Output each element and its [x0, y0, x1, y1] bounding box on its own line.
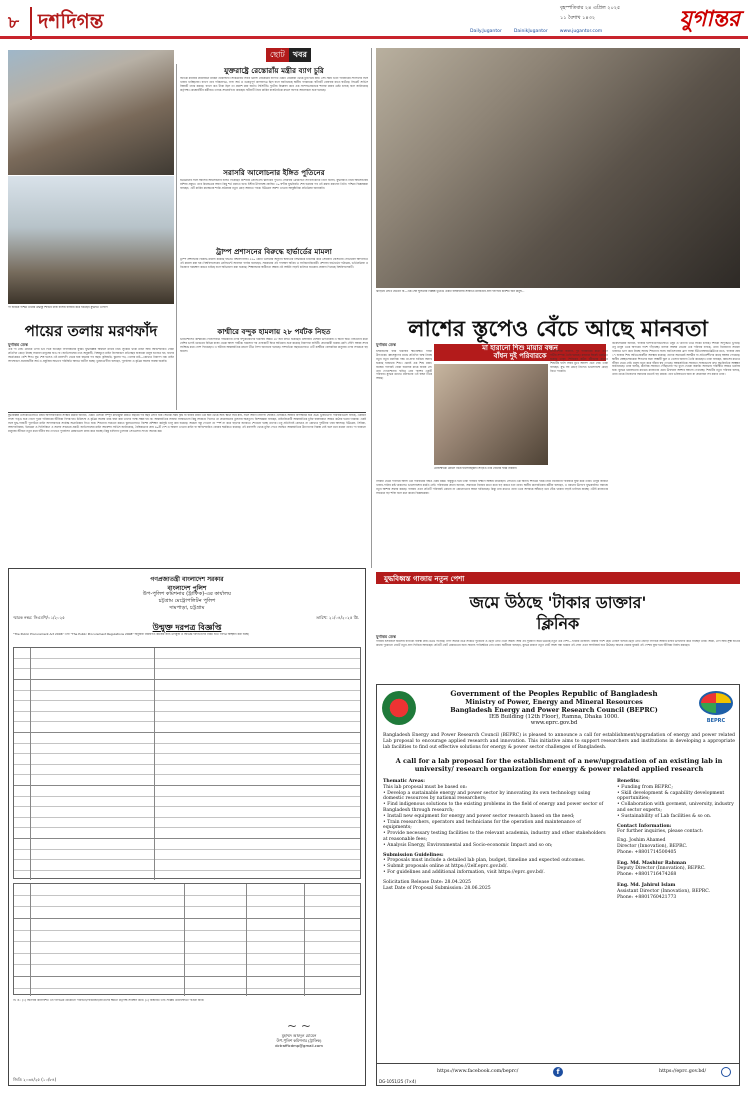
benefit-item: • Skill development & capability development opportunities; [617, 790, 725, 802]
gaza-photo-caption: ঝাড়িয়ে লেখে যেতেন না—এক সেন ঘুদ্দিনের বিধ্বস্ত ভূখণ্ডে একটি ইসরাইলির সংঘাতে মানবতার প্রাণ ফাঁপিয়ে চারশত জন মানুষ... [376, 290, 525, 293]
story-body-bag-theft: ব্যাংকে কাজের প্রয়োজনে মার্কিন হোমল্যান্ড সিকিউরিটি সচিব ক্রিস্টি নোয়েমের ব্যাগটি একটি রেস্তোরাঁ থেকে চুরি হয়ে যায়। সেই সময় তিনি পরিবারের সদস্যদের সঙ্গে খাবার খাচ্ছিলেন। ব্যাগে তার পরিচয়পত্র, নগদ অর্থ ও গুরুত্বপূর্ণ কাগজপত্র ছিল বলে জানিয়েছে স্থানীয় গণমাধ্যম। ঘটনাটি রোববার রাতে ঘটেছে। সিক্রেট সার্ভিস বিষয়টি তদন্ত করছে। ব্যাগে কত টাকা ছিল তা প্রকাশ করা হয়নি। সিসিটিভি ফুটেজ বিশ্লেষণ করে এক সন্দেহভাজনকে শনাক্ত করার চেষ্টা চলছে বলে জানিয়েছে কর্তৃপক্ষ। রেস্তোরাঁটির কর্মীরাও তদন্তে সহযোগিতা করছেন। ঘটনাটি নিয়ে মার্কিন রাজনৈতিক মহলে ব্যাপক আলোচনা শুরু হয়েছে। [180, 77, 368, 92]
thematic-text: Find indigenous solutions to the existing problems in the field of energy and power sector of Bangladesh through research; [383, 802, 604, 813]
signatory-email[interactable]: dctrafficdmp@gmail.com [275, 1043, 323, 1048]
thematic-title: Thematic Areas: [383, 779, 425, 784]
story-body-kashmir: ভারতশাসিত কাশ্মীরের পেহেলগামে পর্যটকদের ওপর বন্দুকধারীদের হামলায় অন্তত ২৮ জন নিহত হয়েছেন। মঙ্গলবার বৈসরন উপত্যকায় এ ঘটনা ঘটে। নিহতদের মধ্যে বেশির ভাগই ভারতের বিভিন্ন রাজ্য থেকে আসা পর্যটক। হামলার পর এলাকাটি ঘিরে অভিযান শুরু করেছে নিরাপত্তা বাহিনী। প্রধানমন্ত্রী নরেন্দ্র মোদি সৌদি আরব সফর সংক্ষিপ্ত করে দেশে ফিরেছেন। এ ঘটনায় আন্তর্জাতিক মহলে তীব্র নিন্দা জানানো হয়েছে। সাম্প্রতিক বছরগুলোতে এটি কাশ্মীরে বেসামরিক মানুষের ওপর সবচেয়ে বড় হামলা। [180, 338, 368, 353]
headline-humanity: লাশের স্তূপেও বেঁচে আছে মানবতা [408, 317, 708, 342]
story-title-harvard: ট্রাম্প প্রশাসনের বিরুদ্ধে হার্ভার্ডের মামলা [216, 247, 332, 256]
thematic-text: Provide necessary testing facilities to the relevant academia, industry and other stakeholders at reasonable fees; [383, 831, 606, 842]
beprc-call-title: A call for a lab proposal for the establishment of a new/upgradation of an existing lab in university/ research organization for energy & power related applied research [395, 757, 723, 773]
thematic-item: • Develop a sustainable energy and power sector by innovating its own technology using domestic resources by national researchers; [383, 790, 591, 802]
main-photo [8, 176, 174, 304]
story-body-col1: ইসরাইলের বর্বর হামলায় ক্ষতবিক্ষত গাজা উপত্যকা। ধ্বংসস্তূপের মাঝে প্রতিদিন জন্ম নিচ্ছে নতুন নতুন মানবিক গল্প। মা-বাবা হারিয়ে অনাথ হয়েছে হাজারো শিশু। এমনই এক শিশু মায়া। জন্মের পরপরই বোমা হামলায় মাকে হারায় সে। তার দেখাশোনার দায়িত্ব নেয় পাশের একটি পরিবার। যুদ্ধের মধ্যেও মানবতার এই বন্ধন টিকে আছে। [376, 350, 432, 381]
signature-block [239, 1019, 359, 1079]
guideline-item: • For guidelines and additional information, visit https://eprc.gov.bd/. [383, 869, 545, 875]
signature-mark: ~ ~ [287, 1019, 311, 1033]
website-link[interactable]: www.jugantor.com [559, 29, 603, 34]
benefit-text: Funding from BEPRC; [621, 784, 673, 790]
label-small: ছোট [266, 48, 289, 62]
benefit-item: • Collaboration with govment, university, industry and sector experts; [617, 802, 734, 813]
story-photo-1 [8, 50, 174, 175]
guideline-text: Proposals must include a detailed lab plan, budget, timeline and expected outcomes. [387, 858, 586, 864]
contact-intro: For further inquiries, please contact: [617, 829, 704, 835]
header-rule [0, 36, 748, 39]
beprc-logo-icon [699, 691, 733, 715]
address-line: IEB Building (12th Floor), Ramna, Dhaka 1000. [488, 714, 620, 720]
beprc-header [419, 689, 689, 726]
police-line: বাংলাদেশ পুলিশ [167, 585, 207, 592]
story-body-lower: সিরিয়া থেকে পালিয়ে আসা এক পরিবারের গল্পও একই রকম। বাস্তুচ্যুত হয়ে তারা গাজার দক্ষিণে আশ্রয় নিয়েছিল। সেখানে এক অনাথ শিশুকে দত্তক নিয়ে নিজেদের পরিবারে যুক্ত করে তারা। তাঁবুর জীবনে খাবার-পানির কষ্ট থাকলেও ভালোবাসার কমতি নেই। পরিবারের প্রধান জানান, সন্তানকে নিজের মতো করে বড় করতে চান তারা। স্থানীয় মানবাধিকার কর্মীরা বলছেন, এ ধরনের উদ্যোগ যুদ্ধকবলিত সমাজে নতুন আশার সঞ্চার করছে। গাজায় এখন প্রতিটি পরিবারই কোনো না কোনোভাবে স্বজন হারিয়েছে। কিন্তু তার মধ্যেও তারা একে অপরকে আঁকড়ে ধরে বেঁচে থাকার লড়াই চালিয়ে যাচ্ছে। এটাই মানবতার সবচেয়ে বড় শক্তি বলে মনে করেন বিশ্লেষকেরা। [376, 480, 608, 495]
story-title-kashmir: কাশ্মীরে বন্দুক হামলায় ২৮ পর্যটক নিহত [217, 327, 331, 336]
footer-rule [377, 1063, 739, 1064]
benefits-title: Benefits: [617, 779, 640, 784]
table-column-divider [30, 648, 31, 880]
contact-name: Eng. Md. Mashiur Rahman [617, 860, 687, 866]
thematic-areas [383, 779, 609, 891]
kids-photo [434, 364, 548, 465]
benefit-item: • Funding from BEPRC; [617, 784, 673, 790]
guideline-text[interactable]: For guidelines and additional information, visit https://eprc.gov.bd/. [387, 869, 545, 875]
kids-photo-caption: মোহাম্মদকে কোলে নিয়ে হাস্যোজ্জ্বল সিংড়াও তার বোনের ফরম নরিয়ান [434, 467, 517, 470]
website-line[interactable]: www.eprc.gov.bd [530, 720, 578, 726]
ad-code: জিডি ২০৩৪/২৫ (১০/৮৪) [13, 1077, 57, 1082]
table-column-divider [154, 648, 155, 880]
globe-icon [721, 1067, 731, 1077]
headline-part-a: জমে উঠছে [469, 593, 542, 612]
masthead [0, 0, 748, 44]
byline: যুগান্তর ডেস্ক [8, 342, 28, 347]
guidelines-title: Submission Guidelines: [383, 852, 444, 858]
guideline-text[interactable]: Submit proposals online at https://2elf.eprc.gov.bd/. [387, 864, 508, 870]
thematic-text: Train researchers, operators and technicians for the operation and maintenance of equipments; [383, 819, 581, 831]
thematic-text: Install new equipment for energy and power sector research based on the need; [387, 813, 575, 819]
facebook-icon: f [553, 1067, 563, 1077]
thematic-text: Analysis Energy, Environmental and Socio-economic Impact and so on; [387, 842, 553, 848]
column-rule [371, 48, 372, 568]
contact-phone[interactable]: Phone: +8801716474268 [617, 872, 677, 878]
sub-headline-line1: মা হারানো শিশু মায়ার বন্ধন [482, 344, 558, 352]
signatory-name: মুহাম্মদ আবদুল মোমেন [281, 1033, 317, 1038]
benefit-text: Sustainability of Lab facilities & so on. [621, 813, 712, 819]
tender-title: উন্মুক্ত দরপত্র বিজ্ঞপ্তি [152, 623, 222, 632]
story-body-putin: ইউক্রেনের সঙ্গে সরাসরি আলোচনার ইঙ্গিত দিয়েছেন রাশিয়ার প্রেসিডেন্ট ভ্লাদিমির পুতিন। সোমবার ক্রেমলিনে সাংবাদিকদের তিনি বলেন, যুদ্ধবিরতি নিয়ে আলোচনায় রাশিয়া প্রস্তুত। তবে কিয়েভকে আগে কিছু শর্ত মানতে হবে। ইস্টার উপলক্ষে ঘোষিত ৩০ ঘণ্টার যুদ্ধবিরতি শেষ হওয়ার পর এই মন্তব্য করলেন তিনি। পশ্চিমা বিশ্লেষকরা বলছেন, এটি মার্কিন মধ্যস্থতায় শান্তি প্রক্রিয়ায় নতুন মোড় আনতে পারে। ইউক্রেন অবশ্য এখনো আনুষ্ঠানিক প্রতিক্রিয়া জানায়নি। [180, 179, 368, 190]
benefit-text: Collaboration with govment, university, industry and sector experts; [617, 802, 734, 813]
thematic-item: • Find indigenous solutions to the existing problems in the field of energy and power sector of Bangladesh through research; [383, 802, 604, 813]
tender-table-2 [13, 883, 361, 995]
thematic-item: • Provide necessary testing facilities to the relevant academia, industry and other stakeholders at reasonable fees; [383, 831, 606, 842]
date-line-bangla: ১১ বৈশাখ ১৪৩২ [560, 15, 596, 21]
section-rule [8, 412, 366, 413]
twitter-link[interactable]: DainikJugantor [513, 29, 548, 34]
short-news-label [266, 48, 354, 62]
council-line: Bangladesh Energy and Power Research Council (BEPRC) [450, 706, 658, 714]
label-news: খবর [289, 48, 311, 62]
kicker-bar: যুদ্ধবিধ্বস্ত গাজায় নতুন পেশা [376, 572, 740, 584]
thematic-text: Develop a sustainable energy and power sector by innovating its own technology using domestic resources by national researchers; [383, 790, 591, 802]
byline: যুগান্তর ডেস্ক [376, 342, 396, 347]
ministry-line: Ministry of Power, Energy and Mineral Resources [465, 698, 643, 706]
left-lower-body: যুদ্ধবিধ্বস্ত এলাকাগুলোতে মাইন অপসারণকারী সংস্থার কর্মীরা জানান, একটি এলাকা সম্পূর্ণ মাইনমুক্ত করতে বছরের পর বছর লেগে যায়। অনেক সময় বৃষ্টি বা বন্যায় মাইন এক স্থান থেকে অন্য স্থানে সরে যায়, ফলে আগে নিরাপদ ঘোষিত এলাকাও আবার বিপজ্জনক হয়ে ওঠে। ভুক্তভোগী পরিবারগুলো বলছে, একজন সদস্য পঙ্গু হয়ে গেলে পুরো পরিবারের জীবিকা বিপন্ন হয়। চিকিৎসা ও কৃত্রিম অঙ্গের খরচ বহন করা তাদের পক্ষে সম্ভব হয় না। আন্তর্জাতিক সাহায্য সংস্থাগুলো কিছু সহায়তা দিলেও তা প্রয়োজনের তুলনায় অপ্রতুল। বিশেষজ্ঞরা বলছেন, মাইনবিরোধী আন্তর্জাতিক চুক্তি বাস্তবায়নে আরও কঠোর হওয়া দরকার। একই সঙ্গে যুদ্ধ-পরবর্তী পুনর্গঠনে মাইন অপসারণকে সর্বোচ্চ অগ্রাধিকার দিতে হবে। শিশুদের সচেতন করতে স্কুলগুলোতে বিশেষ প্রশিক্ষণ কর্মসূচি চালু করা হয়েছে। অচেনা বস্তু দেখলে তা স্পর্শ না করে বড়দের জানাতে শেখানো হচ্ছে তাদের। তবু প্রতিদিনই কোথাও না কোথাও দুর্ঘটনার খবর আসছে। ইউক্রেন, সিরিয়া, আফগানিস্তান, ইয়েমেন ও ফিলিস্তিনে এ সমস্যা সবচেয়ে প্রকট। জাতিসংঘের মাইন অ্যাকশন সার্ভিস জানিয়েছে, বৈশ্বিকভাবে প্রায় ৬০টি দেশ ও অঞ্চল এখনো মাইন বা অবিস্ফোরিত বোমার হুমকিতে রয়েছে। এই মরণফাঁদ থেকে মুক্তি পেতে সমন্বিত আন্তর্জাতিক উদ্যোগের বিকল্প নেই বলে মনে করেন তারা। পা হারানো মানুষের জীবনে নতুন করে হাঁটার স্বপ্ন দেখাতে পুনর্বাসন কেন্দ্রগুলো কাজ করে যাচ্ছে। কিন্তু চাহিদার তুলনায় সেগুলোর সংখ্যা অনেক কম। [8, 414, 366, 433]
contact-role: Deputy Director (Innovation), BEPRC. [617, 866, 706, 872]
contact-role: Director (Innovation), BEPRC. [617, 843, 688, 849]
tender-intro: "The Public Procurement Act 2006" এবং "The Public Procurement Regulations 2008" অনুযায়ী নিম্নবর্ণিত কাজের জন্য উপযুক্ত ও অভিজ্ঞ দরদাতাদের নিকট হতে দরপত্র আহ্বান করা হচ্ছে। [13, 633, 250, 636]
thematic-item: • Install new equipment for energy and power sector research based on the need; [383, 813, 575, 819]
story-body-col4: চিকিৎসকেরা জানান, গাজার হাসপাতালগুলোতে ওষুধ ও খাদ্যের তীব্র সংকট চলছে। শিশুরা অপুষ্টিতে ভুগছে। তবু মানুষ একে অপরের পাশে দাঁড়াচ্ছে। রাফায় আশ্রয় নেওয়া এক পরিবার বলছে, তারা নিজেদের সামান্য খাবারও ভাগ করে নিচ্ছে অনাথ শিশুদের সঙ্গে। জাতিসংঘের ত্রাণ সংস্থা ইউএনআরডব্লিউএর মতে, গাজায় প্রায় ১৭ হাজার শিশু অভিভাবকহীন অবস্থায় রয়েছে। তাদের অনেকেই আত্মীয় বা প্রতিবেশীদের কাছে আশ্রয় পেয়েছে। স্থানীয় স্বেচ্ছাসেবকেরা শিশুদের জন্য অস্থায়ী স্কুল ও খেলার জায়গা তৈরি করেছেন। তারা বলছেন, ধ্বংসের মধ্যেও জীবন থেমে নেই। মানুষ নতুন করে বাঁচার স্বপ্ন দেখছে। আন্তর্জাতিক সহায়তা সংস্থাগুলো দ্রুত যুদ্ধবিরতির আহ্বান জানিয়েছে। তারা বলছে, মানবিক সহায়তা পৌঁছানোর পথ খুলে দেওয়া জরুরি। অন্যথায় পরিস্থিতি আরও ভয়াবহ হবে। যুদ্ধের ভয়াবহতার মাঝেও মানবতার এমন উদাহরণ আশার আলো দেখাচ্ছে। শিশুটির নতুন পরিবার বলছে, তারা তাকে নিজেদের সন্তানের মতোই বড় করবে। তার ভবিষ্যতের জন্য যা প্রয়োজন সব করবে তারা। [612, 342, 740, 377]
address-line: দামপাড়া, চট্টগ্রাম [169, 605, 205, 611]
ad-code: DG-1051/25 (7×4) [379, 1079, 417, 1084]
byline: যুগান্তর ডেস্ক [376, 634, 396, 639]
beprc-intro: Bangladesh Energy and Power Research Council (BEPRC) is pleased to announce a call for establishment/upgradation of energy and power related Lab proposal to encourage applied research and innovation. This initiative aims to support researchers and institutions in developing a appropriate lab facilities to find out effective solutions for energy & power sector challenges of Bangladesh. [383, 733, 735, 750]
tender-table-1 [13, 647, 361, 879]
contact-name: Eng. Joshim Ahamed [617, 838, 666, 844]
story-body-clinic: গাজায় ইসরাইলি হামলায় ব্যাংকিং ব্যবস্থা প্রায় ভেঙে পড়েছে। নগদ অর্থের তীব্র সংকটে পুরোনো ও ছেঁড়া নোট এখন অচল। আর এই সুযোগে জমে উঠেছে নতুন এক পেশা—'টাকার ডাক্তার'। রাস্তার পাশে ছোট টেবিল বসিয়ে ছেঁড়া নোট জোড়া লাগিয়ে আবার চলার উপযোগী করে দিচ্ছেন তারা। আঠা, টেপ আর সূক্ষ্ম হাতের কাজে পুরোনো নোটে নতুন প্রাণ ফিরিয়ে আনছেন। প্রতিটি নোট মেরামতের জন্য সামান্য পারিশ্রমিক নেন তারা। স্থানীয়রা বলছেন, যুদ্ধের কারণে নতুন নোট আসা বন্ধ থাকায় এই সেবা এখন অপরিহার্য হয়ে উঠেছে। অনেক বেকার যুবকই এই পেশায় যুক্ত হয়ে জীবিকা নির্বাহ করছেন। [376, 640, 740, 647]
gaza-photo [376, 48, 740, 288]
page-number: ৮ [8, 13, 20, 33]
headline-landmine: পায়ের তলায় মরণফাঁদ [24, 322, 158, 340]
beprc-notice [376, 684, 740, 1086]
beprc-logo-text: BEPRC [706, 718, 726, 724]
benefit-item: • Sustainability of Lab facilities & so on. [617, 813, 712, 819]
story-body-harvard: ট্রাম্প প্রশাসনের বিরুদ্ধে মামলা করেছে হার্ভার্ড বিশ্ববিদ্যালয়। ২২০ কোটি ডলারের অনুদান স্থগিতের সিদ্ধান্তকে চ্যালেঞ্জ করে সোমবার বোস্টনের ফেডারেল আদালতে এই মামলা করা হয়। বিশ্ববিদ্যালয়ের প্রেসিডেন্ট অ্যালান গার্বার বলেছেন, সরকারের এই পদক্ষেপ অবৈধ ও সংবিধানবিরোধী। প্রশাসন হার্ভার্ডের পাঠ্যক্রম, ভর্তিপ্রক্রিয়া ও নিয়োগে হস্তক্ষেপ করতে চাইছে বলে অভিযোগ করা হয়েছে। শিক্ষাঙ্গনের স্বাধীনতা রক্ষায় এই আইনি লড়াই চালিয়ে যাওয়ার ঘোষণা দিয়েছে বিশ্ববিদ্যালয়টি। [180, 258, 368, 269]
contact-1 [617, 838, 735, 855]
guideline-item: • Proposals must include a detailed lab plan, budget, timeline and expected outcomes. [383, 858, 586, 864]
table-column-divider [246, 884, 247, 996]
story-title-putin: সরাসরি আলোচনার ইঙ্গিত পুতিনের [223, 168, 325, 177]
benefits-contacts [617, 779, 735, 900]
contact-phone[interactable]: Phone: +8801714500405 [617, 849, 677, 855]
signatory-title: উপ-পুলিশ কমিশনার (ট্রাফিক) [276, 1038, 322, 1043]
contact-3 [617, 883, 735, 900]
thematic-intro: This lab proposal must be based on: [383, 784, 468, 790]
newspaper-logo: যুগান্তর [679, 6, 740, 32]
photo-caption: পা হারিয়ে পশ্চিম তীরের উদ্বাস্তু শিবিরে নিজ বাসায় ব্যবহার করে হাঁটছেন যুদ্ধাহত এফিপি [8, 306, 108, 309]
thematic-item: • Analysis Energy, Environmental and Socio-economic Impact and so on; [383, 842, 553, 848]
headline-clinic-2: ক্লিনিক [536, 614, 580, 633]
site-url[interactable]: https://eprc.gov.bd/ [659, 1069, 707, 1074]
section-title: দশদিগন্ত [30, 7, 103, 40]
story-title-bag-theft: যুক্তরাষ্ট্রে রেস্তোরাঁয় মন্ত্রীর ব্যাগ চুরি [224, 66, 324, 75]
date-line: বৃহস্পতিবার ২৪ এপ্রিল ২০২৫ [560, 5, 621, 11]
contact-2 [617, 861, 735, 878]
story-body-col3: প্রতিবেশীরা জানান, দুই পরিবারের মধ্যে এখন গভীর সম্পর্ক তৈরি হয়েছে। মায়াকে ঘিরেই একত্রিত হয়েছে তারা। শিবিরের কঠিন জীবনের মধ্যেও শিশুটির হাসি সবার মুখে আনন্দ এনে দেয়। তারা বলছেন, যুদ্ধ সব কেড়ে নিলেও ভালোবাসা কেড়ে নিতে পারেনি। [550, 350, 608, 373]
table-column-divider [304, 884, 305, 996]
contact-name: Eng. Md. Jahirul Islam [617, 882, 676, 888]
table-column-divider [30, 884, 31, 996]
contact-phone[interactable]: Phone: +8801760421773 [617, 894, 677, 900]
benefit-text: Skill development & capability development opportunities; [617, 790, 725, 802]
contact-role: Assistant Director (Innovation), BEPRC. [617, 888, 711, 894]
thematic-item: • Train researchers, operators and technicians for the operation and maintenance of equipments; [383, 819, 581, 831]
tender-notice [8, 568, 366, 1086]
tender-note: বি. দ্র.: (১) অনিবার্য কারণবশত এই দরপত্রের যেকোনো পরিবর্তন/পরিমার্জন/বাতিলের ক্ষমতা কর্তৃপক্ষ সংরক্ষণ করে। (২) বিস্তারিত তথ্য সংশ্লিষ্ট ওয়েবসাইটে পাওয়া যাবে। [13, 999, 205, 1002]
sub-headline-line2: বাঁধন দুই পরিবারকে [493, 352, 547, 360]
office-line: উপ-পুলিশ কমিশনার (ট্রাফিক)-এর কার্যালয় [142, 591, 232, 597]
facebook-link[interactable]: Daily.Jugantor [470, 29, 502, 34]
column-rule [176, 64, 177, 410]
last-date: Last Date of Proposal Submission: 28.06.2025 [383, 885, 491, 891]
metro-line: চট্টগ্রাম মেট্রোপলিটন পুলিশ [158, 598, 216, 604]
memo-number: স্মারক নম্বর: সিএমপি/০১/২০২৫ [13, 615, 65, 620]
gov-line: Government of the Peoples Republic of Bangladesh [450, 689, 658, 698]
tender-date: তারিখ: ২১/০৪/২০২৫ খ্রি. [316, 615, 359, 620]
gov-line: গণপ্রজাতন্ত্রী বাংলাদেশ সরকার [150, 576, 224, 583]
contact-title: Contact Information: [617, 823, 672, 829]
bangladesh-emblem-icon [382, 691, 416, 725]
release-date: Solicitation Release Date: 28.04.2025 [383, 879, 471, 885]
guideline-item: • Submit proposals online at https://2elf.eprc.gov.bd/. [383, 864, 508, 870]
facebook-url[interactable]: https://www.facebook.com/beprc/ [437, 1069, 519, 1074]
act-text: "The Public Procurement Act 2006" এবং "The Public Procurement Regulations 2008" [13, 633, 134, 636]
headline-part-b: 'টাকার ডাক্তার' [547, 593, 647, 612]
story-body-landmine: এক পা নেই। ক্রাচের ওপর ভর দিয়ে হাঁটছেন ফিলিস্তিনের যুবক। যুদ্ধবিধ্বস্ত অঞ্চলে মাটির নিচে লুকিয়ে থাকা মাইন আর অবিস্ফোরিত বোমা প্রতিদিন কেড়ে নিচ্ছে সাধারণ মানুষের হাত-পা। জাতিসংঘের তথ্য অনুযায়ী, বিশ্বজুড়ে মাইন বিস্ফোরণে প্রতিবছর হাজারো মানুষ হতাহত হন, যাদের অর্ধেকেরও বেশি শিশু। যুদ্ধ শেষ হলেও এই মরণফাঁদ থেকে যায় বছরের পর বছর। কৃষিজমি, স্কুলের পথ, খেলার মাঠ—কোথাও নিরাপদ নয়। মাইন অপসারণে প্রয়োজনীয় অর্থ ও প্রযুক্তির অভাবে পরিস্থিতি আরও জটিল হচ্ছে। ভুক্তভোগীরা বলছেন, পুনর্বাসন ও কৃত্রিম অঙ্গের ব্যবস্থা জরুরি। [8, 348, 174, 363]
table-column-divider [184, 884, 185, 996]
